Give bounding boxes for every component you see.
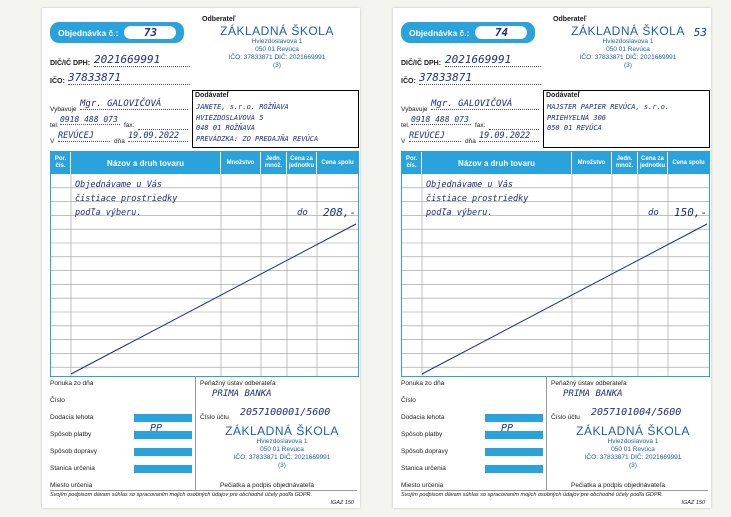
order-number: 74	[475, 26, 527, 39]
transport-bar	[485, 448, 543, 456]
ico-label: IČO:	[50, 78, 65, 85]
supplier-box	[543, 90, 710, 148]
col-quantity: Množstvo	[221, 152, 261, 174]
supplier-line: 048 01 ROŽŇAVA	[196, 124, 256, 132]
ico-value: 37833871	[68, 71, 190, 85]
stamp-label: Pečiatka a podpis objednávateľa	[220, 482, 315, 489]
dic-label: DIČ/IČ DPH:	[401, 60, 442, 67]
supplier-line: HVIEZDOSLAVOVA 5	[196, 113, 264, 122]
tel-value: 0918 488 073	[411, 115, 471, 125]
ico-value: 37833871	[419, 71, 541, 85]
station-label: Stanica určenia	[50, 465, 95, 472]
account-label: Číslo účtu	[200, 414, 229, 421]
payment-label: Spôsob platby	[50, 431, 92, 438]
account-value: 2057101004/5600	[591, 407, 682, 418]
tel-value: 0918 488 073	[60, 115, 120, 125]
cancel-diagonal	[422, 224, 707, 374]
supplier-line: MAJSTER PAPIER REVÚCA, s.r.o.	[547, 103, 670, 111]
gdpr-text: Svojím podpisom dávam súhlas so spracovaním mojich osobných údajov pre obchodné účely podľa GDPR.	[401, 492, 664, 498]
item-line: podľa výberu.	[426, 208, 493, 218]
col-unit-price: Cena za jednotku	[287, 152, 317, 174]
col-number: Por. čís.	[402, 152, 422, 174]
corner-mark: 53	[693, 26, 707, 39]
station-bar	[134, 465, 192, 473]
stamp-school-street: Hviezdoslavova 1	[256, 438, 308, 445]
supplier-box	[192, 90, 359, 148]
order-number-pill	[401, 22, 535, 43]
dic-value: 2021669991	[445, 53, 541, 67]
delivery-bar	[134, 414, 192, 422]
date-value: 19.09.2022	[128, 131, 188, 142]
stamp-label: Pečiatka a podpis objednávateľa	[571, 482, 666, 489]
order-label: Objednávka č.:	[409, 27, 470, 38]
payment-bar	[485, 431, 543, 439]
school-street: Hviezdoslavova 1	[251, 38, 303, 45]
col-quantity: Množstvo	[572, 152, 612, 174]
delivery-bar	[485, 414, 543, 422]
destination-label: Miesto určenia	[401, 482, 444, 489]
transport-label: Spôsob dopravy	[401, 448, 448, 455]
school-ids: IČO: 37833871 DIČ: 2021669991	[579, 54, 677, 61]
item-unit-price: do	[297, 208, 308, 218]
school-name: ZÁKLADNÁ ŠKOLA	[571, 24, 685, 38]
item-unit-price: do	[648, 208, 659, 218]
station-label: Stanica určenia	[401, 465, 446, 472]
col-unit: Jedn. množ.	[261, 152, 287, 174]
handled-by-label: Vybavuje	[401, 106, 428, 113]
items-table	[401, 151, 710, 377]
date-label: dňa	[114, 138, 125, 145]
handled-by-label: Vybavuje	[50, 106, 77, 113]
stamp-school-name: ZÁKLADNÁ ŠKOLA	[576, 424, 690, 438]
customer-school-block	[202, 24, 352, 70]
account-value: 2057100001/5600	[240, 407, 331, 418]
transport-bar	[134, 448, 192, 456]
items-table	[50, 151, 359, 377]
item-total: 150,-	[674, 206, 708, 219]
fax-value-line	[138, 121, 188, 130]
bottom-divider	[546, 376, 547, 490]
destination-label: Miesto určenia	[50, 482, 93, 489]
handled-by-value: Mgr. GALOVIČOVÁ	[80, 99, 188, 110]
order-form	[42, 8, 360, 508]
supplier-lines	[196, 102, 318, 144]
footer-rule	[50, 490, 357, 491]
stamp-school-street: Hviezdoslavova 1	[607, 438, 659, 445]
offer-label: Ponuka zo dňa	[401, 380, 445, 387]
payment-bar	[134, 431, 192, 439]
school-name: ZÁKLADNÁ ŠKOLA	[220, 24, 334, 38]
bank-value: PRIMA BANKA	[212, 389, 272, 399]
station-bar	[485, 465, 543, 473]
customer-label: Odberateľ	[202, 16, 236, 23]
item-description	[75, 178, 177, 220]
supplier-line: PRIEHYELNÁ 306	[547, 113, 607, 122]
payment-label: Spôsob platby	[401, 431, 443, 438]
date-label: dňa	[465, 138, 476, 145]
school-ids: IČO: 37833871 DIČ: 2021669991	[228, 54, 326, 61]
transport-label: Spôsob dopravy	[50, 448, 97, 455]
stamp-school-name: ZÁKLADNÁ ŠKOLA	[225, 424, 339, 438]
number-label: Číslo	[50, 397, 65, 404]
order-label: Objednávka č.:	[58, 27, 119, 38]
delivery-label: Dodacia lehota	[401, 414, 445, 421]
supplier-line: 050 01 REVÚCA	[547, 124, 602, 132]
col-total: Cena spolu	[672, 159, 705, 166]
stamp-school-city: 050 01 Revúca	[260, 446, 304, 453]
fax-label: fax:	[475, 122, 486, 129]
dic-label: DIČ/IČ DPH:	[50, 60, 91, 67]
form-code: IGAZ 150	[330, 500, 354, 506]
ico-label: IČO:	[401, 78, 416, 85]
bank-label: Peňažný ústav odberateľa	[551, 380, 627, 387]
place-prefix: V	[50, 138, 55, 145]
col-unit: Jedn. množ.	[612, 152, 638, 174]
col-total: Cena spolu	[321, 159, 354, 166]
stamp-school-ids: IČO: 37833871 DIČ: 2021669991	[233, 454, 331, 461]
bank-label: Peňažný ústav odberateľa	[200, 380, 276, 387]
col-number: Por. čís.	[51, 152, 71, 174]
school-code: (3)	[273, 62, 281, 69]
footer-rule	[401, 490, 708, 491]
supplier-line: PREVÁDZKA: ZO PREDAJŇA REVÚCA	[196, 134, 319, 143]
offer-label: Ponuka zo dňa	[50, 380, 94, 387]
fax-label: fax:	[124, 122, 135, 129]
item-line: čistiace prostriedky	[426, 194, 529, 204]
col-unit-price: Cena za jednotku	[638, 152, 668, 174]
account-label: Číslo účtu	[551, 414, 580, 421]
item-line: podľa výberu.	[75, 208, 142, 218]
supplier-label: Dodávateľ	[546, 92, 581, 99]
order-form	[393, 8, 711, 508]
item-total: 208,-	[323, 206, 357, 219]
item-line: Objednávame u Vás	[75, 180, 162, 190]
number-label: Číslo	[401, 397, 416, 404]
customer-label: Odberateľ	[553, 16, 587, 23]
tel-label: tel.	[50, 122, 59, 129]
item-line: Objednávame u Vás	[426, 180, 513, 190]
order-number: 73	[124, 26, 176, 39]
order-number-pill	[50, 22, 184, 43]
delivery-label: Dodacia lehota	[50, 414, 94, 421]
place-value: REVÚCEJ	[58, 131, 110, 142]
payment-value: PP	[150, 423, 163, 434]
supplier-lines	[547, 102, 669, 134]
stamp-block	[212, 424, 352, 470]
school-city: 050 01 Revúca	[255, 46, 299, 53]
date-value: 19.09.2022	[479, 131, 539, 142]
school-code: (3)	[624, 62, 632, 69]
stamp-school-ids: IČO: 37833871 DIČ: 2021669991	[584, 454, 682, 461]
supplier-label: Dodávateľ	[195, 92, 230, 99]
stamp-block	[563, 424, 703, 470]
place-value: REVÚCEJ	[409, 131, 461, 142]
fax-value-line	[489, 121, 539, 130]
school-city: 050 01 Revúca	[606, 46, 650, 53]
school-street: Hviezdoslavova 1	[602, 38, 654, 45]
handled-by-value: Mgr. GALOVIČOVÁ	[431, 99, 539, 110]
bottom-divider	[195, 376, 196, 490]
dic-value: 2021669991	[94, 53, 190, 67]
stamp-school-city: 050 01 Revúca	[611, 446, 655, 453]
payment-value: PP	[501, 423, 514, 434]
gdpr-text: Svojím podpisom dávam súhlas so spracovaním mojich osobných údajov pre obchodné účely podľa GDPR.	[50, 492, 313, 498]
tel-label: tel.	[401, 122, 410, 129]
col-name: Názov a druh tovaru	[71, 152, 221, 174]
col-name: Názov a druh tovaru	[422, 152, 572, 174]
item-line: čistiace prostriedky	[75, 194, 178, 204]
place-prefix: V	[401, 138, 406, 145]
form-code: IGAZ 150	[681, 500, 705, 506]
supplier-line: JANETE, s.r.o. ROŽŇAVA	[196, 103, 289, 111]
cancel-diagonal	[71, 224, 356, 374]
customer-school-block	[553, 24, 703, 70]
bank-value: PRIMA BANKA	[563, 389, 623, 399]
item-description	[426, 178, 528, 220]
stamp-school-code: (3)	[278, 462, 286, 469]
stamp-school-code: (3)	[629, 462, 637, 469]
